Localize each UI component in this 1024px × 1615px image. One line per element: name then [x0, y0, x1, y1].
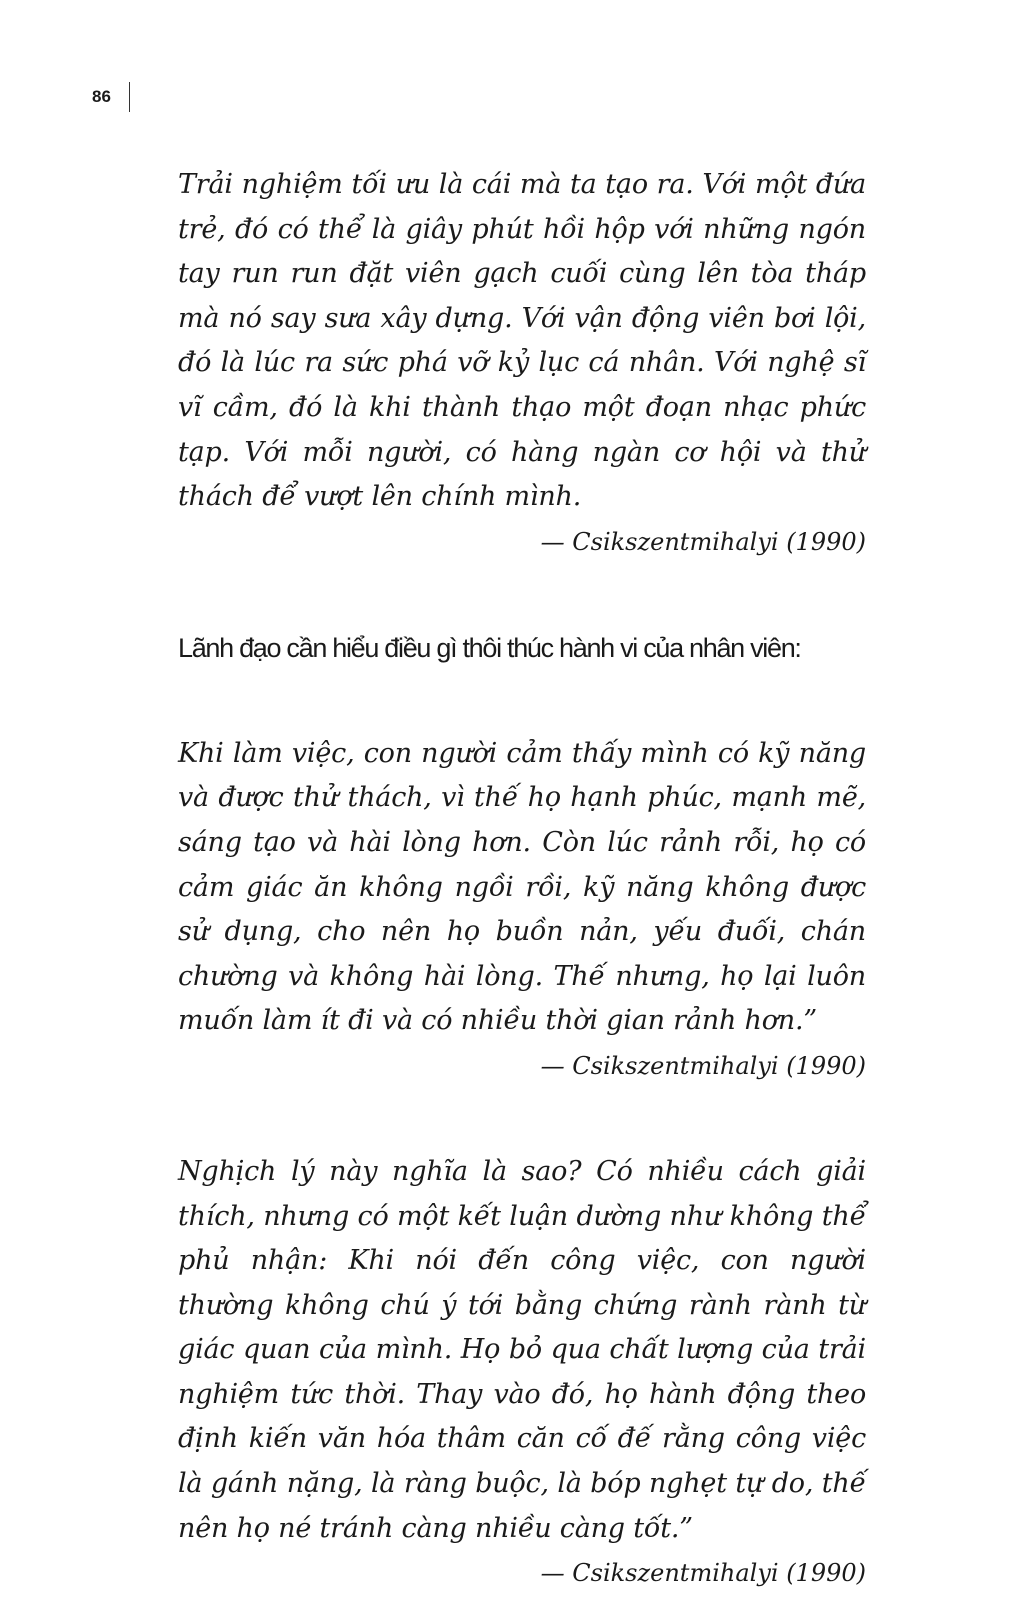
lead-paragraph: Lãnh đạo cần hiểu điều gì thôi thúc hành vi của nhân viên: — [178, 632, 801, 663]
quote-attribution-2: — Csikszentmihalyi (1990) — [540, 1051, 866, 1080]
quote-paragraph-2: Khi làm việc, con người cảm thấy mình có kỹ năng và được thử thách, vì thế họ hạnh phúc, mạnh mẽ, sáng tạo và hài lòng hơn. Còn lúc rảnh rỗi, họ có cảm giác ăn không ngồi rồi, kỹ năng không được sử dụng, cho nên họ buồn nản, yếu đuối, chán chường và không hài lòng. Thế nhưng, họ lại luôn muốn làm ít đi và có nhiều thời gian rảnh hơn.” — [178, 737, 866, 1037]
quote-paragraph-3: Nghịch lý này nghĩa là sao? Có nhiều cách giải thích, nhưng có một kết luận dường như không thể phủ nhận: Khi nói đến công việc, con người thường không chú ý tới bằng chứng rành rành từ giác quan của mình. Họ bỏ qua chất lượng của trải nghiệm tức thời. Thay vào đó, họ hành động theo định kiến văn hóa thâm căn cố đế rằng công việc là gánh nặng, là ràng buộc, là bóp nghẹt tự do, thế nên họ né tránh càng nhiều càng tốt.” — [178, 1155, 866, 1544]
page-number: 86 — [92, 87, 111, 106]
page-body — [178, 163, 866, 1595]
header-divider — [129, 82, 130, 112]
quote-attribution-3: — Csikszentmihalyi (1990) — [540, 1559, 866, 1588]
page-header — [92, 82, 130, 112]
quote-attribution-1: — Csikszentmihalyi (1990) — [540, 527, 866, 556]
quote-paragraph-1: Trải nghiệm tối ưu là cái mà ta tạo ra. Với một đứa trẻ, đó có thể là giây phút hồi hộp với những ngón tay run run đặt viên gạch cuối cùng lên tòa tháp mà nó say sưa xây dựng. Với vận động viên bơi lội, đó là lúc ra sức phá vỡ kỷ lục cá nhân. Với nghệ sĩ vĩ cầm, đó là khi thành thạo một đoạn nhạc phức tạp. Với mỗi người, có hàng ngàn cơ hội và thử thách để vượt lên chính mình. — [178, 169, 866, 513]
